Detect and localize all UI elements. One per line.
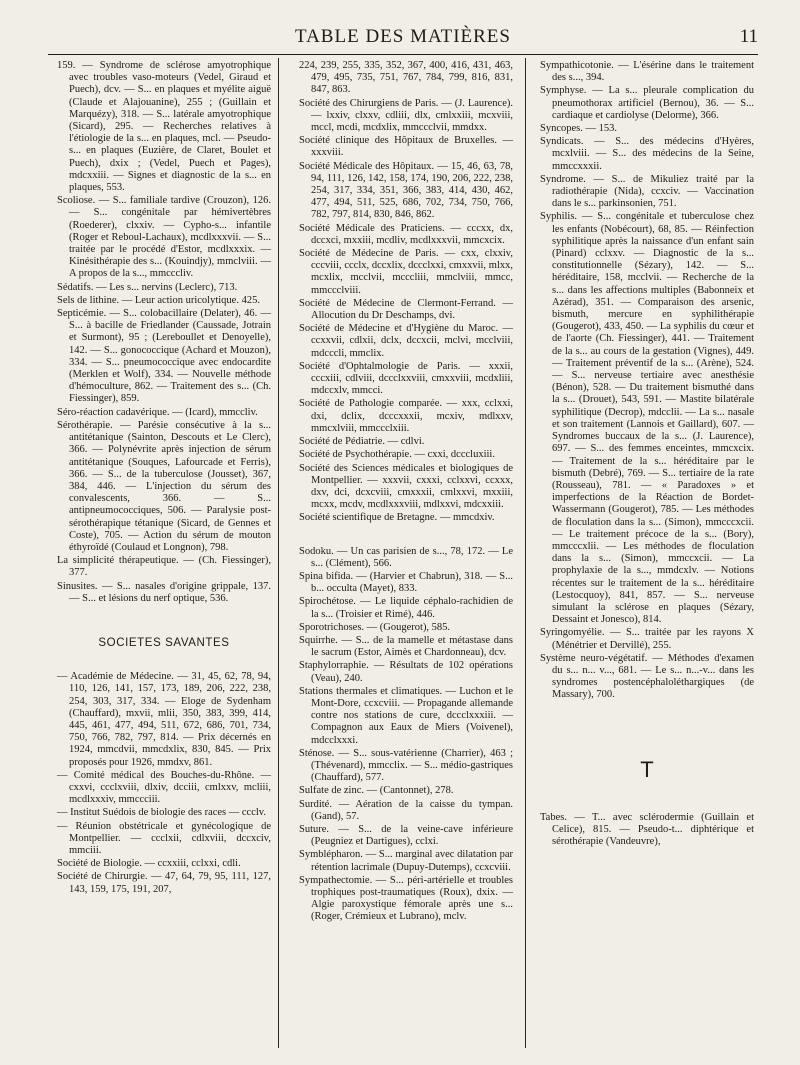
index-entry: Société de Pathologie comparée. — xxx, cclxxi, dxi, dclix, dcccxxxii, mcxiv, mdlxxv, mmcxlviii, mmccclxiii. (299, 398, 513, 434)
index-entry: Spina bifida. — (Harvier et Chabrun), 318. — S... b... occulta (Mayet), 833. (299, 570, 513, 595)
index-entry: 159. — Syndrome de sclérose amyotrophique avec troubles vaso-moteurs (Vedel, Giraud et Puech), dcv. — S... en plaques et myélite aiguë (Claude et Alajouanine), 255 ; (Guillain et Marquézy), 318. — S... latérale amyotrophique (Sicard), 295. — Recherches relatives à l'étiologie de la s... en plaques, mcl. — Pseudo-s... en plaques (Euzière, de Claret, Boulet et Puech), dxix ; (Vedel, Puech et Pages), mdcxxiii. — Signes et diagnostic de la s... en plaques, 553. (57, 60, 271, 194)
page-number: 11 (739, 26, 758, 47)
index-entry: Sodoku. — Un cas parisien de s..., 78, 172. — Le s... (Clément), 566. (299, 545, 513, 569)
index-entry: Sténose. — S... sous-vatérienne (Charrier), 463 ; (Thévenard), mmcclix. — S... médio-gastriques (Chauffard), 577. (299, 747, 513, 784)
index-entry: Spirochétose. — Le liquide céphalo-rachidien de la s... (Troisier et Rimé), 446. (299, 596, 513, 620)
index-entry: Société des Chirurgiens de Paris. — (J. Laurence). — lxxiv, clxxv, cdliii, dlx, cmlxxiii, mcxviii, mccl, mcdi, mcdxlix, mmccclvii, mmdxx. (299, 97, 513, 134)
index-entry: Système neuro-végétatif. — Méthodes d'examen du s... n... v..., 681. — Le s... n...-v... dans les syndromes postencéphaloléthargiques (de Massary), 700. (540, 652, 754, 701)
index-entry: Sympathicotonie. — L'ésérine dans le traitement des s..., 394. (540, 60, 754, 84)
index-entry: Syphilis. — S... congénitale et tuberculose chez les enfants (Nobécourt), 68, 85. — Réinfection syphilitique après la naissance d'un enfant sain (Pinard) cclxxv. — Diagnostic de la s... constitutionnelle (Sézary), 142. — S... héréditaire, 158, mcclvii. — Recherche de la s... dans les affections multiples (Babonneix et Azérad), 351. — Comparaison des arsenic, bismuth, mercure en syphilithérapie (Gougerot), 433, 450. — La syphilis du cœur et de l'aorte (Ch. Fiessinger), 441. — Traitement de la s... au cours de la gestation (Vignes), 449. — Traitement préventif de la s... (Arène), 524. — S... nerveuse tertiaire avec anesthésie (Bénon), 528. — Du traitement bismuthé dans la s... (Drouet), 543, 591. — Mastite bilatérale syphilitique (Decrop), mdcclii. — La s... nasale et son traitement (Lannois et Gaillard), 607. — Syndromes buccaux de la s... (J. Laurence), 697. — S... des femmes enceintes, mmcxcix. — Traitement de la s... héréditaire par le bismuth (Debré), 769. — S... tertiaire de la rate (Rousseau), 781. — « Paradoxes » et imperfections de la Réaction de Bordet-Wassermann (Gougerot), 785. — Les méthodes de floculation dans la s... (Simon), mmcccxcii. — Le traitement précoce de la s... (Bory), mmcccxlii. — Les méthodes de floculation dans la s... (Simon), mmccxcii. — La prophylaxie de la s..., mmdcxlv. — Notions récentes sur le traitement de la s... héréditaire (Lestocquoy), 841, 857. — S... nerveuse simulant la sclérose en plaques (Sézary, Dessaint et Jonesco), 814. (540, 211, 754, 626)
index-entry: Sulfate de zinc. — (Cantonnet), 278. (299, 785, 454, 797)
section-heading: SOCIETES SAVANTES (98, 636, 230, 649)
index-entry: Symphyse. — La s... pleurale complication du pneumothorax artificiel (Bernou), 36. — S... cardiaque et cardiolyse (Delorme), 366. (540, 85, 754, 121)
index-column-middle (299, 60, 513, 925)
index-entry: Société d'Ophtalmologie de Paris. — xxxii, cccxiii, cdlviii, dccclxxviii, cmxxviii, mcdxliii, mdccxlv, mmcci. (299, 360, 513, 397)
column-divider (525, 58, 526, 1048)
index-entry: Tabes. — T... avec sclérodermie (Guillain et Celice), 815. — Pseudo-t... diphtérique et sérothérapie (Vandeuvre), (540, 811, 754, 848)
index-entry: Société de Psychothérapie. — cxxi, dcccluxiii. (299, 449, 495, 461)
index-entry: Symblépharon. — S... marginal avec dilatation par rétention lacrimale (Dupuy-Dutemps), ccxcviii. (299, 849, 513, 873)
index-entry: Surdité. — Aération de la caisse du tympan. (Gand), 57. (299, 798, 513, 822)
page-header (48, 20, 758, 55)
letter-heading: T (640, 756, 654, 782)
index-entry: La simplicité thérapeutique. — (Ch. Fiessinger), 377. (57, 555, 271, 579)
running-title: TABLE DES MATIÈRES (295, 26, 511, 47)
index-entry: Société de Biologie. — ccxxiii, cclxxi, cdli. (57, 858, 241, 870)
index-entry: Scoliose. — S... familiale tardive (Crouzon), 126. — S... congénitale par hémivertèbres (Roederer), clxxiv. — Cypho-s... infantile (Roger et Reboul-Lachaux), mcdlxxxvii. — S... traitée par le procédé d'Estor, mcdlxxxix. — Kinésithérapie des s... (Kouindjy), mmclviii. — A propos de la s..., mmcccliv. (57, 195, 271, 280)
index-entry: Sérothérapie. — Parésie consécutive à la s... antitétanique (Sainton, Descouts et Le Clerc), 366. — Polynévrite après injection de sérum antitétanique (Souques, Lafourcade et Ferris), 366. — S... de la tuberculose (Jousset), 367, 384, 446. — L'injection du sérum des convalescents, 366. — S... antipneumococciques, 506. — Paralysie post-sérothérapique tétanique (Sicard, de Gennes et Coste), 705. — Action du sérum de mouton éthyroïdé (Coulaud et Longnon), 798. (57, 419, 271, 553)
index-column-right (540, 60, 754, 849)
index-entry: Société de Médecine et d'Hygiène du Maroc. — ccxxvii, cdlxii, dclx, dccxcii, mclvi, mcclviii, mdcccli, mmclix. (299, 323, 513, 359)
index-entry: Sinusites. — S... nasales d'origine grippale, 137. — S... et lésions du nerf optique, 536. (57, 580, 271, 604)
index-entry: Sporotrichoses. — (Gougerot), 585. (299, 621, 451, 633)
index-entry: Sels de lithine. — Leur action uricolytique. 425. (57, 294, 260, 306)
index-entry: Septicémie. — S... colobacillaire (Delater), 46. — S... à bacille de Friedlander (Caussade, Jotrain et Surmont), 95 ; (Lereboullet et Denoyelle), 142. — S... gonococcique (Achard et Mouzon), 334. — S... pneumococcique avec endocardite (Merklen et Wolf), 334. — Nouvelle méthode d'hémoculture, 862. — Traitement des s... (Ch. Fiessinger), 859. (57, 308, 271, 405)
index-entry: Société de Médecine de Paris. — cxx, clxxiv, cccviii, ccclx, dccxlix, dccclxxi, cmxxvii, mlxx, mcxlix, mcclvii, mcccliii, mmclviii, mmcc, mmccclviii. (299, 248, 513, 296)
index-entry: Société clinique des Hôpitaux de Bruxelles. — xxxviii. (299, 135, 513, 159)
index-column-left (57, 60, 271, 897)
index-entry: — Académie de Médecine. — 31, 45, 62, 78, 94, 110, 126, 141, 157, 173, 189, 206, 222, 238, 254, 303, 317, 334. — Eloge de Sydenham (Chauffard), mxvii, mlii, 350, 383, 399, 414, 445, 461, 477, 494, 511, 672, 686, 701, 734, 750, 766, 782, 797, 814. — Prix décernés en 1924, mmcdvii, mmcdxlix, 830, 845. — Prix proposés pour 1926, mmdxv, 861. (57, 671, 271, 768)
index-entry: Société Médicale des Hôpitaux. — 15, 46, 63, 78, 94, 111, 126, 142, 158, 174, 190, 206, 222, 238, 254, 317, 334, 351, 366, 383, 414, 430, 462, 477, 494, 511, 525, 686, 702, 734, 750, 766, 782, 797, 814, 830, 846, 862. (299, 160, 513, 221)
index-entry: Stations thermales et climatiques. — Luchon et le Mont-Dore, ccxcviii. — Propagande allemande contre nos stations de cure, dccclxxxiii. — Compagnon aux Eaux de Miers (Voivenel), mdcclxxxi. (299, 685, 513, 746)
index-entry: Staphylorraphie. — Résultats de 102 opérations (Veau), 240. (299, 660, 513, 684)
index-entry: — Institut Suédois de biologie des races — ccclv. (57, 807, 266, 819)
index-entry: Société Médicale des Praticiens. — cccxx, dx, dccxci, mxxiii, mcdliv, mcdlxxxvii, mmcxcix. (299, 222, 513, 246)
index-entry: Société de Médecine de Clermont-Ferrand. — Allocution du Dr Deschamps, dvi. (299, 297, 513, 322)
index-entry: Syndicats. — S... des médecins d'Hyères, mcxlviii. — S... des médecins de la Seine, mmccxxxii. (540, 136, 754, 172)
spacer (299, 526, 513, 546)
index-entry: 224, 239, 255, 335, 352, 367, 400, 416, 431, 463, 479, 495, 735, 751, 767, 784, 799, 816, 831, 847, 863. (299, 60, 513, 96)
index-entry: Syringomyélie. — S... traitée par les rayons X (Ménétrier et Dervillé), 255. (540, 627, 754, 651)
index-entry: Syncopes. — 153. (540, 123, 617, 135)
index-entry: Société scientifique de Bretagne. — mmcdxiv. (299, 512, 495, 524)
index-entry: — Comité médical des Bouches-du-Rhône. — cxxvi, ccclxviii, dlxiv, dcciii, cmlxxv, mcliii, mcdlxxxiv, mmccciii. (57, 769, 271, 806)
index-entry: Société de Pédiatrie. — cdlvi. (299, 436, 425, 448)
index-entry: Syndrome. — S... de Mikuliez traité par la radiothérapie (Nida), ccxciv. — Vaccination dans le s... parkinsonien, 751. (540, 173, 754, 210)
index-entry: Société de Chirurgie. — 47, 64, 79, 95, 111, 127, 143, 159, 175, 191, 207, (57, 871, 271, 895)
index-entry: — Réunion obstétricale et gynécologique de Montpellier. — ccclxii, cdlxviii, dccxciv, mmciii. (57, 820, 271, 856)
index-entry: Suture. — S... de la veine-cave inférieure (Peugniez et Dartigues), cclxi. (299, 823, 513, 848)
index-entry: Séro-réaction cadavérique. — (Icard), mmccliv. (57, 406, 258, 418)
index-entry: Squirrhe. — S... de la mamelle et métastase dans le sacrum (Estor, Aimès et Chardonneau), dcv. (299, 634, 513, 659)
index-entry: Sédatifs. — Les s... nervins (Leclerc), 713. (57, 281, 238, 293)
column-divider (278, 58, 279, 1048)
index-entry: Sympathectomie. — S... péri-artérielle et troubles trophiques post-traumatiques (Roux), dxix. — Algie paroxystique fémorale après une s... (Roger, Crémieux et Lubrano), mclv. (299, 874, 513, 923)
index-entry: Société des Sciences médicales et biologiques de Montpellier. — xxxvii, cxxxi, cclxxvi, ccxxx, dxv, dci, dcxcviii, cmxxxii, cmlxxvi, mxxiii, mcxx, mcdv, mcdlxxxviii, mdlxxvi, mdcxxiii. (299, 462, 513, 511)
